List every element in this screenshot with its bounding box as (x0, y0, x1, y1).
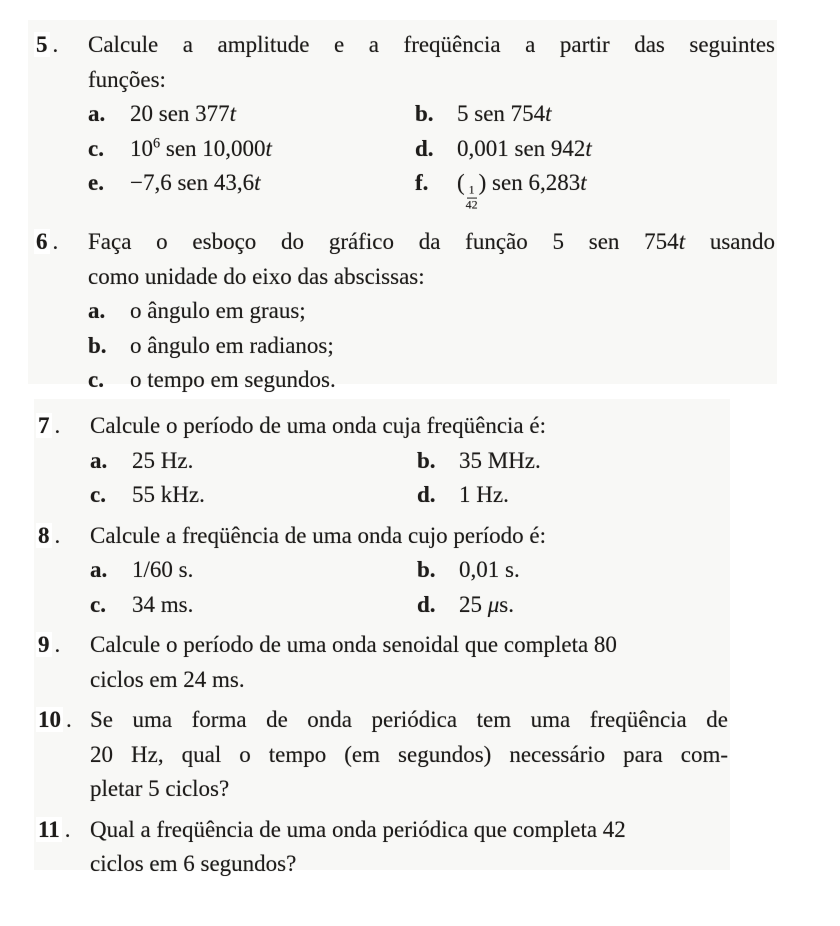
option-text: 34 ms. (132, 591, 194, 617)
problem-5-number: 5 . (36, 32, 59, 57)
option-7d (417, 478, 728, 513)
scan-block-top (28, 20, 777, 393)
number-dot: . (52, 229, 59, 255)
problem-6-stem-line-1: Faça o esboço do gráfico da função 5 sen 754t usando (88, 229, 775, 255)
number-dot: . (52, 32, 59, 57)
option-8b (417, 553, 728, 588)
problem-10-stem-line-3: pletar 5 ciclos? (90, 776, 230, 801)
problem-5-stem-line-1: Calcule a amplitude e a freqüência a partir das seguintes (88, 32, 775, 57)
option-label: c. (90, 591, 106, 617)
number-dot: . (64, 816, 71, 842)
option-text: −7,6 sen 43,6t (130, 170, 261, 195)
option-label: c. (88, 367, 104, 393)
option-text: 1/60 s. (132, 557, 194, 582)
option-label: a. (88, 298, 106, 324)
number-dot: . (54, 632, 61, 657)
option-8a (90, 553, 417, 588)
option-text: 20 sen 377t (130, 101, 237, 126)
problem-9-number: 9 . (38, 632, 61, 657)
problem-9 (34, 628, 728, 697)
option-text: o tempo em segundos. (130, 367, 336, 393)
option-label: d. (415, 135, 434, 161)
problem-5-options (88, 97, 775, 213)
option-text: 5 sen 754t (457, 101, 552, 126)
option-8c (90, 588, 417, 623)
option-label: c. (88, 135, 104, 161)
option-text: 1 Hz. (459, 482, 509, 507)
problem-11-number: 11 . (38, 816, 71, 842)
problem-8 (34, 519, 728, 623)
option-text: o ângulo em radianos; (130, 332, 334, 358)
option-text: 35 MHz. (459, 447, 541, 473)
problem-9-stem-line-2: ciclos em 24 ms. (90, 666, 245, 692)
option-8d (417, 588, 728, 623)
option-label: b. (417, 557, 436, 582)
problem-7-options (90, 444, 728, 513)
problem-6-number: 6 . (36, 229, 59, 255)
problem-10 (34, 703, 728, 807)
option-text: 25 μs. (459, 591, 514, 617)
problem-8-stem-line-1: Calcule a freqüência de uma onda cujo período é: (90, 522, 546, 548)
option-text: 25 Hz. (132, 447, 194, 473)
option-5b (415, 97, 775, 132)
problem-11 (34, 813, 728, 882)
problem-6-stem-line-2: como unidade do eixo das abscissas: (88, 263, 425, 289)
problem-10-number: 10 . (38, 707, 72, 732)
problem-6-options (88, 294, 775, 398)
fraction: $\frac{1}{42}$ (465, 182, 478, 212)
problem-9-stem-line-1: Calcule o período de uma onda senoidal que completa 80 (90, 632, 617, 657)
option-label: b. (88, 332, 107, 358)
option-label: a. (90, 557, 108, 582)
problem-10-stem-line-1: Se uma forma de onda periódica tem uma freqüência de (90, 707, 728, 732)
option-5d (415, 132, 775, 167)
number-dot: . (54, 522, 61, 548)
problem-10-stem-line-2: 20 Hz, qual o tempo (em segundos) necessário para com- (90, 741, 728, 767)
scan-block-bottom (34, 399, 730, 876)
problem-11-stem-line-2: ciclos em 6 segundos? (90, 851, 297, 876)
problem-6 (28, 225, 775, 398)
problem-7-number: 7 . (38, 413, 61, 438)
option-6b (88, 329, 775, 364)
option-label: e. (88, 170, 104, 195)
option-text: ( $\frac{1}{42}$ ) sen 6,283t (457, 170, 587, 212)
option-text: o ângulo em graus; (130, 298, 306, 324)
option-text: 0,001 sen 942t (457, 135, 592, 161)
option-label: d. (417, 591, 436, 617)
problem-7-stem-line-1: Calcule o período de uma onda cuja freqüência é: (90, 413, 546, 438)
option-label: b. (417, 447, 436, 473)
option-6a (88, 294, 775, 329)
problem-8-number: 8 . (38, 522, 61, 548)
option-text: $10^6$ sen 10,000t (130, 134, 272, 161)
option-7c (90, 478, 417, 513)
option-5c (88, 132, 415, 167)
problem-5 (28, 28, 775, 213)
option-6c (88, 363, 775, 398)
number-dot: . (66, 707, 72, 732)
option-label: a. (88, 101, 106, 126)
option-text: 55 kHz. (132, 482, 205, 507)
option-5f (415, 166, 775, 213)
option-label: a. (90, 447, 108, 473)
option-label: f. (415, 170, 429, 195)
option-label: b. (415, 101, 434, 126)
option-7b (417, 444, 728, 479)
option-5a (88, 97, 415, 132)
problem-8-options (90, 553, 728, 622)
option-7a (90, 444, 417, 479)
problem-7 (34, 409, 728, 513)
option-label: c. (90, 482, 106, 507)
option-label: d. (417, 482, 436, 507)
number-dot: . (54, 413, 61, 438)
option-text: 0,01 s. (459, 557, 520, 582)
problem-11-stem-line-1: Qual a freqüência de uma onda periódica que completa 42 (90, 816, 626, 842)
option-5e (88, 166, 415, 213)
problem-5-stem-line-2: funções: (88, 66, 166, 92)
